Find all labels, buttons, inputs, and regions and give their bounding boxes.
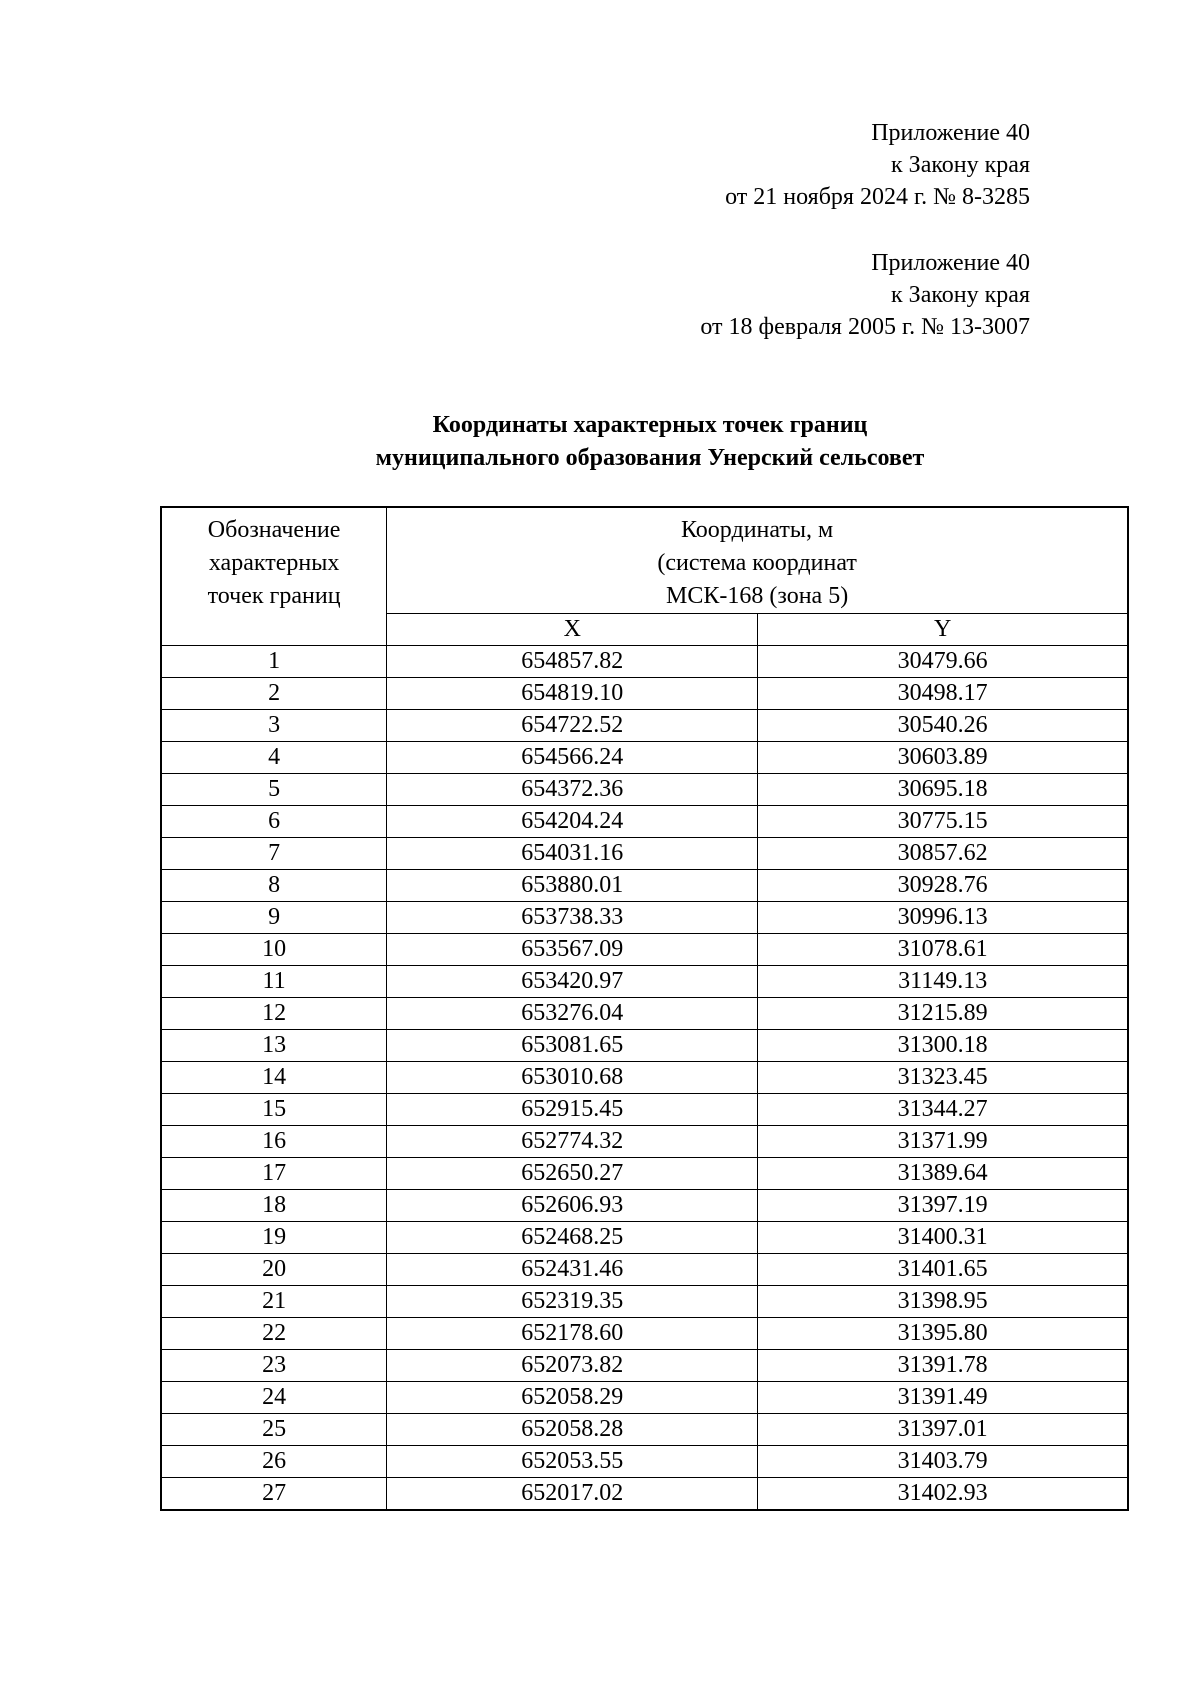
y-coordinate-cell: 30775.15 — [758, 806, 1128, 838]
column-header-x: X — [387, 614, 758, 646]
point-number-cell: 22 — [161, 1318, 387, 1350]
y-coordinate-cell: 31391.78 — [758, 1350, 1128, 1382]
x-coordinate-cell: 653420.97 — [387, 966, 758, 998]
x-coordinate-cell: 652431.46 — [387, 1254, 758, 1286]
x-coordinate-cell: 652650.27 — [387, 1158, 758, 1190]
y-coordinate-cell: 30603.89 — [758, 742, 1128, 774]
x-coordinate-cell: 654372.36 — [387, 774, 758, 806]
x-coordinate-cell: 653567.09 — [387, 934, 758, 966]
appendix-law-date: от 21 ноября 2024 г. № 8-3285 — [725, 184, 1030, 210]
header-line: (система координат — [657, 550, 857, 576]
point-number-cell: 5 — [161, 774, 387, 806]
y-coordinate-cell: 30928.76 — [758, 870, 1128, 902]
table-row — [161, 1030, 1128, 1062]
y-coordinate-cell: 31215.89 — [758, 998, 1128, 1030]
x-coordinate-cell: 653276.04 — [387, 998, 758, 1030]
x-coordinate-cell: 654031.16 — [387, 838, 758, 870]
table-row — [161, 838, 1128, 870]
header-line: характерных — [208, 550, 340, 576]
x-coordinate-cell: 653880.01 — [387, 870, 758, 902]
point-number-cell: 4 — [161, 742, 387, 774]
x-coordinate-cell: 652468.25 — [387, 1222, 758, 1254]
point-number-cell: 6 — [161, 806, 387, 838]
x-coordinate-cell: 654857.82 — [387, 646, 758, 678]
point-number-cell: 17 — [161, 1158, 387, 1190]
x-coordinate-cell: 652915.45 — [387, 1094, 758, 1126]
y-coordinate-cell: 30857.62 — [758, 838, 1128, 870]
column-header-coordinates — [387, 507, 1128, 614]
appendix-law-date: от 18 февраля 2005 г. № 13-3007 — [700, 314, 1030, 340]
x-coordinate-cell: 654204.24 — [387, 806, 758, 838]
point-number-cell: 26 — [161, 1446, 387, 1478]
x-coordinate-cell: 653081.65 — [387, 1030, 758, 1062]
header-line: Обозначение — [207, 517, 341, 543]
point-number-cell: 13 — [161, 1030, 387, 1062]
header-line: Координаты, м — [680, 517, 834, 543]
x-coordinate-cell: 652178.60 — [387, 1318, 758, 1350]
y-coordinate-cell: 30695.18 — [758, 774, 1128, 806]
x-coordinate-cell: 652017.02 — [387, 1478, 758, 1511]
table-row — [161, 1414, 1128, 1446]
table-row — [161, 1446, 1128, 1478]
point-number-cell: 14 — [161, 1062, 387, 1094]
header-line: точек границ — [207, 583, 341, 609]
y-coordinate-cell: 30479.66 — [758, 646, 1128, 678]
point-number-cell: 27 — [161, 1478, 387, 1511]
table-row — [161, 1222, 1128, 1254]
point-number-cell: 18 — [161, 1190, 387, 1222]
table-row — [161, 1094, 1128, 1126]
x-coordinate-cell: 652073.82 — [387, 1350, 758, 1382]
y-coordinate-cell: 31401.65 — [758, 1254, 1128, 1286]
point-number-cell: 11 — [161, 966, 387, 998]
y-coordinate-cell: 30498.17 — [758, 678, 1128, 710]
table-row — [161, 1286, 1128, 1318]
point-number-cell: 21 — [161, 1286, 387, 1318]
y-coordinate-cell: 30540.26 — [758, 710, 1128, 742]
x-coordinate-cell: 652053.55 — [387, 1446, 758, 1478]
table-row — [161, 1254, 1128, 1286]
appendix-number: Приложение 40 — [871, 120, 1030, 146]
point-number-cell: 1 — [161, 646, 387, 678]
point-number-cell: 3 — [161, 710, 387, 742]
column-header-point — [161, 507, 387, 646]
point-number-cell: 24 — [161, 1382, 387, 1414]
y-coordinate-cell: 31389.64 — [758, 1158, 1128, 1190]
y-coordinate-cell: 31323.45 — [758, 1062, 1128, 1094]
table-row — [161, 1062, 1128, 1094]
table-row — [161, 1382, 1128, 1414]
point-number-cell: 25 — [161, 1414, 387, 1446]
y-coordinate-cell: 31397.01 — [758, 1414, 1128, 1446]
table-row — [161, 774, 1128, 806]
y-coordinate-cell: 31397.19 — [758, 1190, 1128, 1222]
table-row — [161, 710, 1128, 742]
appendix-header-original — [700, 247, 1030, 343]
table-body — [161, 646, 1128, 1511]
x-coordinate-cell: 653738.33 — [387, 902, 758, 934]
table-row — [161, 1318, 1128, 1350]
point-number-cell: 2 — [161, 678, 387, 710]
x-coordinate-cell: 654566.24 — [387, 742, 758, 774]
x-coordinate-cell: 652606.93 — [387, 1190, 758, 1222]
header-line: МСК-168 (зона 5) — [666, 583, 849, 609]
point-number-cell: 16 — [161, 1126, 387, 1158]
point-number-cell: 19 — [161, 1222, 387, 1254]
table-row — [161, 1158, 1128, 1190]
coordinates-table — [160, 506, 1129, 1511]
table-row — [161, 1190, 1128, 1222]
x-coordinate-cell: 652058.28 — [387, 1414, 758, 1446]
table-row — [161, 902, 1128, 934]
table-row — [161, 806, 1128, 838]
point-number-cell: 12 — [161, 998, 387, 1030]
table-row — [161, 966, 1128, 998]
table-row — [161, 870, 1128, 902]
appendix-law-ref: к Закону края — [891, 282, 1030, 308]
table-row — [161, 1350, 1128, 1382]
x-coordinate-cell: 654722.52 — [387, 710, 758, 742]
y-coordinate-cell: 31300.18 — [758, 1030, 1128, 1062]
x-coordinate-cell: 653010.68 — [387, 1062, 758, 1094]
table-row — [161, 678, 1128, 710]
document-title — [0, 409, 1200, 475]
y-coordinate-cell: 31391.49 — [758, 1382, 1128, 1414]
table-row — [161, 1478, 1128, 1511]
title-line-1: Координаты характерных точек границ — [432, 412, 868, 438]
appendix-header-current — [725, 117, 1030, 213]
point-number-cell: 9 — [161, 902, 387, 934]
table-header-row — [161, 507, 1128, 614]
table-row — [161, 742, 1128, 774]
title-line-2: муниципального образования Унерский сельсовет — [375, 445, 925, 471]
x-coordinate-cell: 654819.10 — [387, 678, 758, 710]
y-coordinate-cell: 31371.99 — [758, 1126, 1128, 1158]
x-coordinate-cell: 652774.32 — [387, 1126, 758, 1158]
point-number-cell: 10 — [161, 934, 387, 966]
x-coordinate-cell: 652319.35 — [387, 1286, 758, 1318]
y-coordinate-cell: 31400.31 — [758, 1222, 1128, 1254]
y-coordinate-cell: 31398.95 — [758, 1286, 1128, 1318]
column-header-y: Y — [758, 614, 1128, 646]
point-number-cell: 20 — [161, 1254, 387, 1286]
table-row — [161, 646, 1128, 678]
point-number-cell: 7 — [161, 838, 387, 870]
y-coordinate-cell: 31344.27 — [758, 1094, 1128, 1126]
y-coordinate-cell: 31078.61 — [758, 934, 1128, 966]
point-number-cell: 8 — [161, 870, 387, 902]
x-coordinate-cell: 652058.29 — [387, 1382, 758, 1414]
y-coordinate-cell: 31402.93 — [758, 1478, 1128, 1511]
appendix-number: Приложение 40 — [871, 250, 1030, 276]
y-coordinate-cell: 31403.79 — [758, 1446, 1128, 1478]
appendix-law-ref: к Закону края — [891, 152, 1030, 178]
table-row — [161, 998, 1128, 1030]
y-coordinate-cell: 31395.80 — [758, 1318, 1128, 1350]
point-number-cell: 23 — [161, 1350, 387, 1382]
table-row — [161, 1126, 1128, 1158]
y-coordinate-cell: 30996.13 — [758, 902, 1128, 934]
point-number-cell: 15 — [161, 1094, 387, 1126]
y-coordinate-cell: 31149.13 — [758, 966, 1128, 998]
table-row — [161, 934, 1128, 966]
